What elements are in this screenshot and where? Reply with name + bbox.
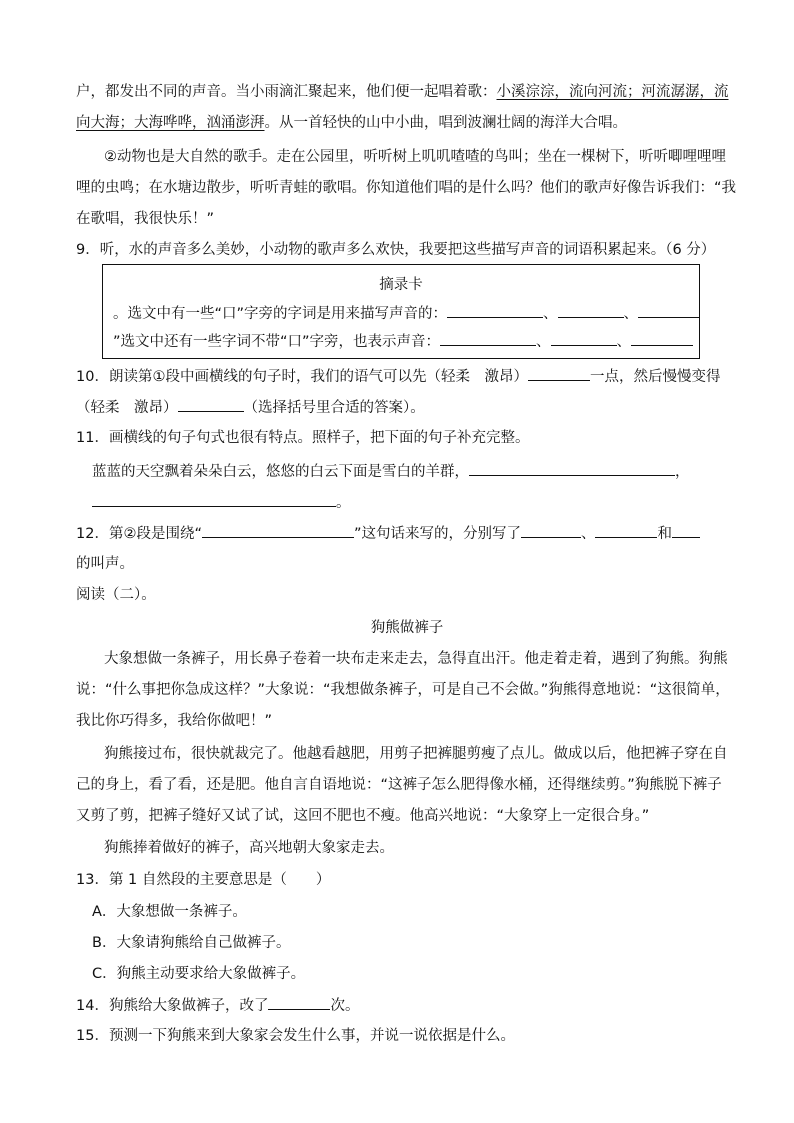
- reading2-p1-line2: 说：“什么事把你急成这样？”大象说：“我想做条裤子，可是自己不会做。”狗熊得意地说：“这很简单，: [76, 682, 730, 698]
- answer-blank[interactable]: [92, 492, 336, 507]
- question-13: 13．第 1 自然段的主要意思是（ ）: [76, 872, 331, 888]
- passage1-line2: 向大海；大海哗哗，汹涌澎湃。从一首轻快的山中小曲，唱到波澜壮阔的海洋大合唱。: [76, 115, 627, 131]
- answer-blank[interactable]: [595, 523, 657, 538]
- excerpt-card: [102, 264, 700, 359]
- answer-blank[interactable]: [447, 303, 543, 318]
- question-14: 14．狗熊给大象做裤子，改了 次。: [76, 995, 359, 1016]
- answer-blank[interactable]: [528, 366, 590, 381]
- question-11-example: 蓝蓝的天空飘着朵朵白云，悠悠的白云下面是雪白的羊群， ，: [92, 461, 690, 482]
- excerpt-card-title: 摘录卡: [379, 277, 423, 293]
- reading2-title: 狗熊做裤子: [370, 620, 444, 636]
- question-12-line1: 12．第②段是围绕“ ”这句话来写的，分别写了 、 和: [76, 523, 700, 544]
- excerpt-card-line2: ”选文中还有一些字词不带“口”字旁，也表示声音： 、 、: [113, 331, 693, 352]
- question-11-continuation: 。: [92, 492, 351, 513]
- question-15: 15．预测一下狗熊来到大象家会发生什么事，并说一说依据是什么。: [76, 1028, 515, 1044]
- q13-option-c[interactable]: C．狗熊主动要求给大象做裤子。: [92, 966, 306, 982]
- passage1-line1: 户，都发出不同的声音。当小雨滴汇聚起来，他们便一起唱着歌：小溪淙淙，流向河流；河流潺潺，流: [76, 84, 729, 100]
- underlined-sentence-part1: 小溪淙淙，流向河流；河流潺潺，流: [496, 84, 729, 100]
- reading2-p1-line3: 我比你巧得多，我给你做吧！”: [76, 713, 273, 729]
- reading2-heading: 阅读（二）。: [76, 587, 156, 603]
- q13-option-a[interactable]: A．大象想做一条裤子。: [92, 904, 247, 920]
- answer-blank[interactable]: [202, 523, 354, 538]
- question-9: 9．听，水的声音多么美妙，小动物的歌声多么欢快，我要把这些描写声音的词语积累起来。（6 分）: [76, 242, 716, 258]
- answer-blank[interactable]: [469, 461, 675, 476]
- reading2-p3: 狗熊捧着做好的裤子，高兴地朝大象家走去。: [104, 840, 394, 856]
- answer-blank[interactable]: [558, 303, 624, 318]
- reading2-p1-line1: 大象想做一条裤子，用长鼻子卷着一块布走来走去，急得直出汗。他走着走着，遇到了狗熊。狗熊: [104, 651, 728, 667]
- reading2-p2-line1: 狗熊接过布，很快就裁完了。他越看越肥，用剪子把裤腿剪瘦了点儿。做成以后，他把裤子穿在自: [104, 746, 728, 762]
- q13-option-b[interactable]: B．大象请狗熊给自己做裤子。: [92, 935, 291, 951]
- underlined-sentence-part2: 向大海；大海哗哗，汹涌澎湃: [76, 115, 265, 131]
- reading2-p2-line2: 己的身上，看了看，还是肥。他自言自语地说：“这裤子怎么肥得像水桶，还得继续剪。”狗熊脱下裤子: [76, 777, 722, 793]
- answer-blank[interactable]: [631, 331, 693, 346]
- question-12-line2: 的叫声。: [76, 556, 134, 572]
- question-11: 11．画横线的句子句式也很有特点。照样子，把下面的句子补充完整。: [76, 430, 530, 446]
- answer-blank[interactable]: [178, 397, 244, 412]
- answer-blank[interactable]: [440, 331, 536, 346]
- excerpt-card-line1: 。选文中有一些“口”字旁的字词是用来描写声音的： 、 、: [113, 303, 700, 324]
- question-10-line1: 10．朗读第①段中画横线的句子时，我们的语气可以先（轻柔 激昂） 一点，然后慢慢变得: [76, 366, 720, 387]
- paragraph2-line3: 在歌唱，我很快乐！”: [76, 211, 215, 227]
- reading2-p2-line3: 又剪了剪，把裤子缝好又试了试，这回不肥也不瘦。他高兴地说：“大象穿上一定很合身。”: [76, 808, 650, 824]
- paragraph2-line1: ②动物也是大自然的歌手。走在公园里，听听树上叽叽喳喳的鸟叫；坐在一棵树下，听听唧哩哩哩: [104, 149, 726, 165]
- answer-blank[interactable]: [672, 523, 700, 538]
- answer-blank[interactable]: [521, 523, 581, 538]
- answer-blank[interactable]: [268, 995, 330, 1010]
- answer-blank[interactable]: [638, 303, 700, 318]
- paragraph2-line2: 哩的虫鸣；在水塘边散步，听听青蛙的歌唱。你知道他们唱的是什么吗？他们的歌声好像告诉我们：“我: [76, 180, 737, 196]
- question-10-line2: （轻柔 激昂） （选择括号里合适的答案）。: [76, 397, 425, 418]
- answer-blank[interactable]: [551, 331, 617, 346]
